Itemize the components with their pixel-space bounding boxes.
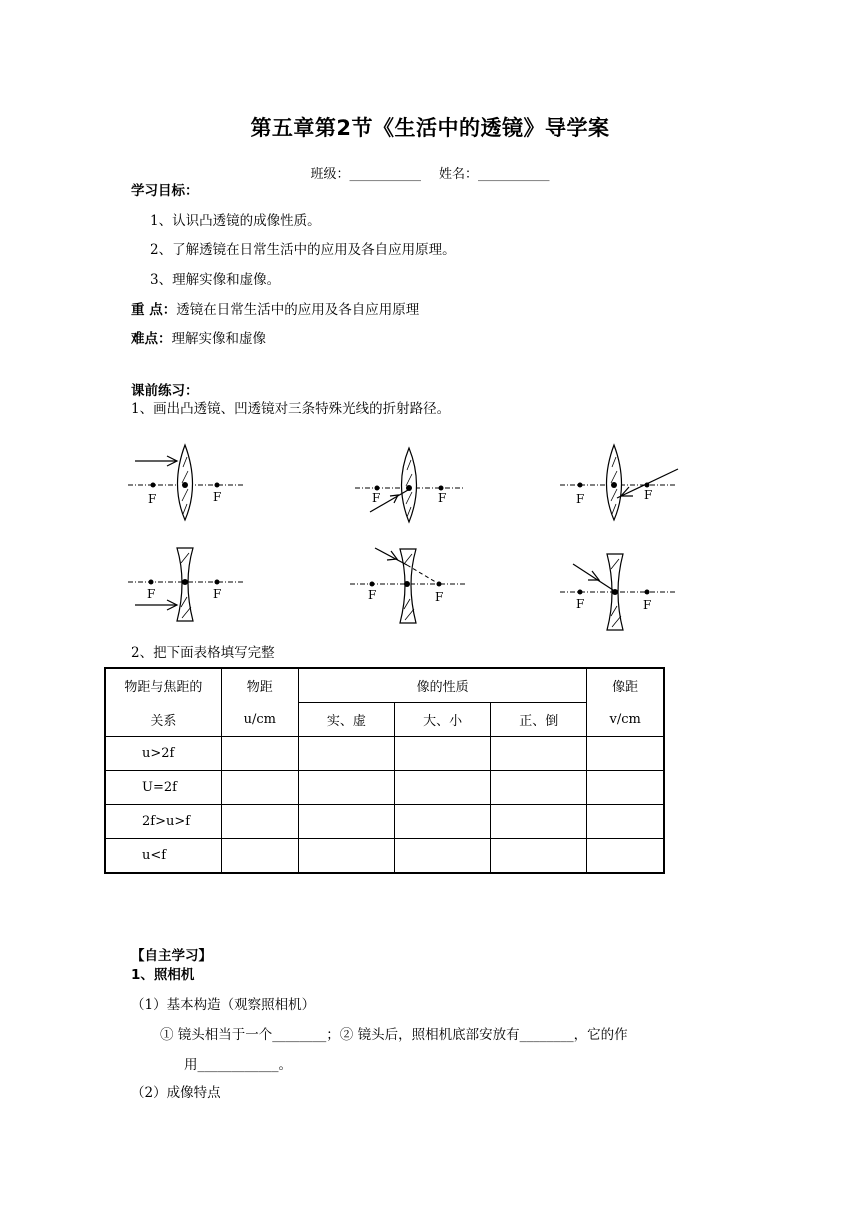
concave-lens-diagram-2 (345, 545, 475, 635)
answer-cell[interactable] (587, 839, 664, 874)
answer-cell[interactable] (221, 805, 298, 839)
focus-label: F (147, 587, 156, 601)
optical-center (182, 579, 188, 585)
answer-cell[interactable] (395, 771, 491, 805)
answer-cell[interactable] (395, 839, 491, 874)
student-info (0, 163, 860, 182)
answer-cell[interactable] (491, 771, 587, 805)
row-label: 2f>u>f (105, 805, 221, 839)
imaging-heading: （2）成像特点 (131, 1085, 221, 1101)
focus-point-right (215, 483, 220, 488)
table-row (105, 771, 664, 805)
focus-point-left (149, 580, 154, 585)
focus-label: F (368, 588, 377, 602)
answer-cell[interactable] (491, 839, 587, 874)
optical-center (406, 485, 412, 491)
focus-label: F (643, 598, 652, 612)
focus-label: F (372, 491, 381, 505)
concave-lens-diagram-1 (125, 545, 255, 635)
answer-cell[interactable] (221, 839, 298, 874)
answer-cell[interactable] (587, 771, 664, 805)
focus-label: F (435, 590, 444, 604)
objective-3: 3、理解实像和虚像。 (150, 272, 281, 288)
answer-cell[interactable] (395, 737, 491, 771)
table-row (105, 805, 664, 839)
difficulty (131, 330, 266, 348)
question-2: 2、把下面表格填写完整 (131, 645, 275, 661)
row-label: u<f (105, 839, 221, 874)
header-relation-1: 物距与焦距的 (105, 668, 221, 703)
focus-label: F (148, 492, 157, 506)
class-field[interactable]: 班级：___________ (310, 167, 421, 182)
key-point (131, 301, 419, 319)
focus-point-right (215, 580, 220, 585)
answer-cell[interactable] (587, 805, 664, 839)
convex-lens-diagram-1 (125, 440, 255, 530)
concave-lens-diagram-3 (555, 550, 685, 640)
structure-heading: （1）基本构造（观察照相机） (131, 997, 316, 1013)
answer-cell[interactable] (298, 805, 394, 839)
focus-point-right (437, 582, 442, 587)
key-point-text: 透镜在日常生活中的应用及各自应用原理 (176, 302, 420, 318)
arrow-head (390, 495, 398, 503)
pre-class-heading: 课前练习： (131, 383, 199, 399)
subheader-real-virtual: 实、虚 (298, 703, 394, 737)
answer-cell[interactable] (221, 771, 298, 805)
answer-cell[interactable] (395, 805, 491, 839)
convex-lens-diagram-2 (350, 440, 480, 530)
camera-heading: 1、照相机 (131, 967, 195, 983)
focus-label: F (576, 492, 585, 506)
answer-cell[interactable] (298, 737, 394, 771)
question-1: 1、画出凸透镜、凹透镜对三条特殊光线的折射路径。 (131, 401, 451, 417)
table-row (105, 839, 664, 874)
row-label: u>2f (105, 737, 221, 771)
optical-center (182, 482, 188, 488)
focus-label: F (213, 490, 222, 504)
focus-point-left (578, 483, 583, 488)
difficulty-label: 难点： (131, 331, 172, 347)
answer-cell[interactable] (491, 805, 587, 839)
focus-point-right (439, 486, 444, 491)
difficulty-text: 理解实像和虚像 (171, 331, 266, 347)
objective-1: 1、认识凸透镜的成像性质。 (150, 213, 321, 229)
answer-cell[interactable] (491, 737, 587, 771)
fill-in-line-2: 用____________。 (184, 1057, 292, 1073)
header-image-1: 像距 (587, 668, 664, 703)
subheader-orientation: 正、倒 (491, 703, 587, 737)
objective-2: 2、了解透镜在日常生活中的应用及各自应用原理。 (150, 242, 456, 258)
table-row (105, 737, 664, 771)
optical-center (611, 482, 617, 488)
key-point-label: 重 点： (131, 302, 177, 318)
optical-center (612, 589, 618, 595)
name-field[interactable]: 姓名：___________ (439, 167, 550, 182)
focus-point-left (151, 483, 156, 488)
answer-cell[interactable] (298, 771, 394, 805)
objectives-heading: 学习目标： (131, 183, 199, 199)
header-object-2: u/cm (221, 703, 298, 737)
optical-center (404, 581, 410, 587)
focus-point-left (578, 590, 583, 595)
focus-point-left (370, 582, 375, 587)
header-object-1: 物距 (221, 668, 298, 703)
answer-cell[interactable] (221, 737, 298, 771)
header-image-2: v/cm (587, 703, 664, 737)
imaging-table (104, 667, 665, 874)
header-nature: 像的性质 (298, 668, 587, 703)
focus-point-right (645, 483, 650, 488)
incident-ray (573, 564, 613, 590)
subheader-size: 大、小 (395, 703, 491, 737)
focus-label: F (438, 491, 447, 505)
row-label: U=2f (105, 771, 221, 805)
focus-label: F (576, 597, 585, 611)
convex-lens-diagram-3 (555, 440, 685, 530)
fill-in-line-1: ① 镜头相当于一个________；② 镜头后，照相机底部安放有________，它的作 (160, 1027, 628, 1043)
focus-point-left (375, 486, 380, 491)
focus-label: F (644, 488, 653, 502)
self-study-heading: 【自主学习】 (131, 948, 212, 964)
focus-label: F (213, 587, 222, 601)
answer-cell[interactable] (298, 839, 394, 874)
answer-cell[interactable] (587, 737, 664, 771)
page-title: 第五章第2节《生活中的透镜》导学案 (250, 116, 610, 140)
focus-point-right (645, 590, 650, 595)
header-relation-2: 关系 (105, 703, 221, 737)
